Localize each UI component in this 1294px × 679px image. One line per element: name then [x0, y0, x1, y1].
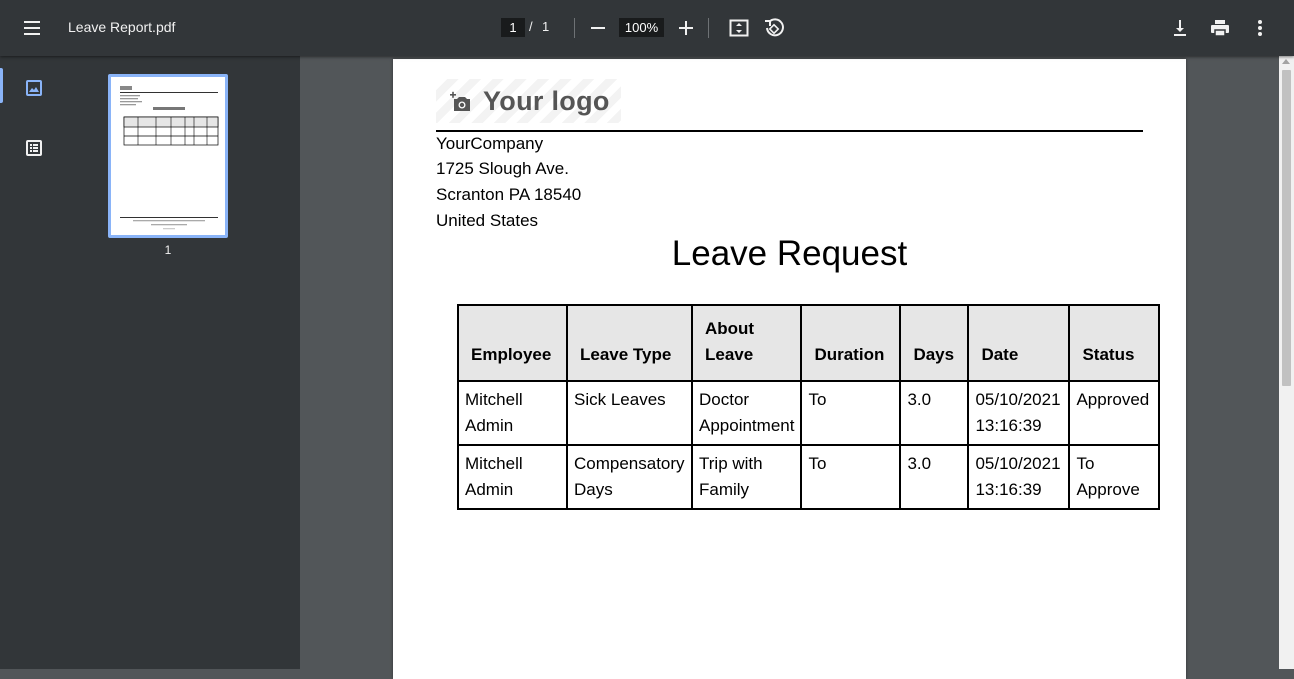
toolbar-divider: [574, 18, 575, 38]
zoom-in-icon[interactable]: [674, 16, 698, 40]
thumbnail-page-number: 1: [164, 243, 172, 257]
print-icon[interactable]: [1208, 16, 1232, 40]
table-cell: 3.0: [900, 445, 968, 509]
zoom-out-icon[interactable]: [586, 16, 610, 40]
toolbar-divider: [708, 18, 709, 38]
company-logo: [436, 79, 621, 123]
page-thumbnail[interactable]: [108, 74, 228, 238]
table-cell: 3.0: [900, 381, 968, 445]
table-cell: To: [801, 381, 900, 445]
company-street: 1725 Slough Ave.: [436, 159, 569, 178]
column-header: Employee: [458, 305, 567, 381]
table-cell: Approved: [1069, 381, 1159, 445]
table-row: [458, 445, 1159, 509]
table-cell: 05/10/2021 13:16:39: [968, 445, 1069, 509]
menu-icon[interactable]: [22, 17, 46, 39]
column-header: Status: [1069, 305, 1159, 381]
table-header-row: [458, 305, 1159, 381]
page-total: 1: [542, 19, 550, 34]
pdf-toolbar: [0, 0, 1294, 56]
page-separator: /: [529, 19, 533, 34]
company-city: Scranton PA 18540: [436, 185, 582, 204]
thumbnails-icon[interactable]: [22, 76, 46, 100]
column-header: Date: [968, 305, 1069, 381]
company-name: YourCompany: [436, 134, 544, 153]
table-cell: To: [801, 445, 900, 509]
rotate-icon[interactable]: [762, 16, 786, 40]
company-country: United States: [436, 211, 539, 230]
outline-icon[interactable]: [22, 136, 46, 160]
page-thumbnail-preview: [111, 77, 225, 235]
table-cell: Trip with Family: [692, 445, 801, 509]
table-row: [458, 381, 1159, 445]
table-cell: Mitchell Admin: [458, 381, 567, 445]
zoom-level-input[interactable]: 100%: [619, 18, 664, 37]
column-header: About Leave: [692, 305, 801, 381]
vertical-scrollbar[interactable]: [1279, 56, 1294, 669]
table-cell: Compensatory Days: [567, 445, 692, 509]
scroll-up-arrow-icon[interactable]: [1282, 59, 1290, 64]
table-cell: Mitchell Admin: [458, 445, 567, 509]
sidebar: [0, 56, 300, 669]
table-cell: 05/10/2021 13:16:39: [968, 381, 1069, 445]
report-title: Leave Request: [671, 234, 908, 273]
more-vert-icon[interactable]: [1248, 16, 1272, 40]
download-icon[interactable]: [1168, 16, 1192, 40]
column-header: Days: [900, 305, 968, 381]
page-number-input[interactable]: 1: [501, 18, 525, 37]
fit-page-icon[interactable]: [727, 16, 751, 40]
table-cell: Sick Leaves: [567, 381, 692, 445]
scrollbar-thumb[interactable]: [1282, 70, 1291, 386]
document-title: Leave Report.pdf: [68, 19, 176, 35]
header-rule: [436, 130, 1143, 132]
table-cell: Doctor Appointment: [692, 381, 801, 445]
leave-table: [457, 304, 1160, 510]
pdf-page: [393, 59, 1186, 679]
column-header: Duration: [801, 305, 900, 381]
active-view-indicator: [0, 68, 3, 103]
column-header: Leave Type: [567, 305, 692, 381]
table-cell: To Approve: [1069, 445, 1159, 509]
add-photo-icon: [448, 91, 472, 115]
logo-text: Your logo: [483, 86, 610, 116]
